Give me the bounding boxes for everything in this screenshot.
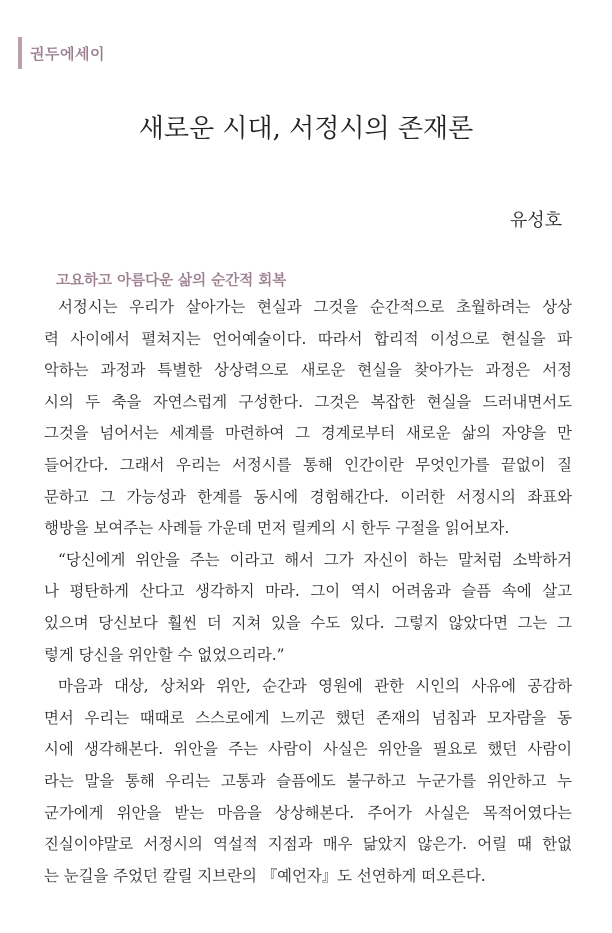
section-subheading: 고요하고 아름다운 삶의 순간적 회복 bbox=[56, 273, 287, 289]
text-line: 나 평탄하게 산다고 생각하지 마라. 그이 역시 어려움과 슬픔 속에 살고 bbox=[44, 582, 572, 601]
text-line: 그것을 넘어서는 세계를 마련하여 그 경계로부터 새로운 삶의 자양을 만 bbox=[44, 424, 572, 443]
paragraph bbox=[44, 671, 572, 892]
section-tag bbox=[18, 36, 105, 70]
text-line: “당신에게 위안을 주는 이라고 해서 그가 자신이 하는 말처럼 소박하거 bbox=[58, 550, 572, 569]
essay-title: 새로운 시대, 서정시의 존재론 bbox=[138, 114, 474, 144]
text-line: 면서 우리는 때때로 스스로에게 느끼곤 했던 존재의 넘침과 모자람을 동 bbox=[44, 708, 572, 727]
text-line: 들어간다. 그래서 우리는 서정시를 통해 인간이란 무엇인가를 끝없이 질 bbox=[44, 455, 572, 474]
text-line: 군가에게 위안을 받는 마음을 상상해본다. 주어가 사실은 목적어였다는 bbox=[44, 803, 572, 822]
text-line: 마음과 대상, 상처와 위안, 순간과 영원에 관한 시인의 사유에 공감하 bbox=[58, 677, 572, 696]
author-name: 유성호 bbox=[509, 210, 562, 231]
text-line: 악하는 과정과 특별한 상상력으로 새로운 현실을 찾아가는 과정은 서정 bbox=[44, 361, 572, 380]
text-line: 라는 말을 통해 우리는 고통과 슬픔에도 불구하고 누군가를 위안하고 누 bbox=[44, 771, 572, 790]
essay-body bbox=[44, 292, 572, 892]
text-line: 는 눈길을 주었던 칼릴 지브란의 『예언자』도 선연하게 떠오른다. bbox=[44, 866, 486, 885]
quote-paragraph bbox=[44, 545, 572, 671]
section-tag-bar bbox=[18, 37, 22, 69]
text-line: 문하고 그 가능성과 한계를 동시에 경험해간다. 이러한 서정시의 좌표와 bbox=[44, 487, 572, 506]
text-line: 력 사이에서 펼쳐지는 언어예술이다. 따라서 합리적 이성으로 현실을 파 bbox=[44, 329, 572, 348]
text-line: 시의 두 축을 자연스럽게 구성한다. 그것은 복잡한 현실을 드러내면서도 bbox=[44, 392, 572, 411]
text-line: 있으며 당신보다 훨씬 더 지쳐 있을 수도 있다. 그렇지 않았다면 그는 그 bbox=[44, 613, 572, 632]
text-line: 서정시는 우리가 살아가는 현실과 그것을 순간적으로 초월하려는 상상 bbox=[58, 298, 572, 316]
text-line: 렇게 당신을 위안할 수 없었으리라.” bbox=[44, 645, 285, 664]
text-line: 시에 생각해본다. 위안을 주는 사람이 사실은 위안을 필요로 했던 사람이 bbox=[44, 740, 572, 759]
text-line: 행방을 보여주는 사례들 가운데 먼저 릴케의 시 한두 구절을 읽어보자. bbox=[44, 519, 510, 538]
section-tag-label: 권두에세이 bbox=[30, 44, 105, 63]
paragraph bbox=[44, 292, 572, 545]
text-line: 진실이야말로 서정시의 역설적 지점과 매우 닮았지 않은가. 어릴 때 한없 bbox=[44, 835, 572, 854]
